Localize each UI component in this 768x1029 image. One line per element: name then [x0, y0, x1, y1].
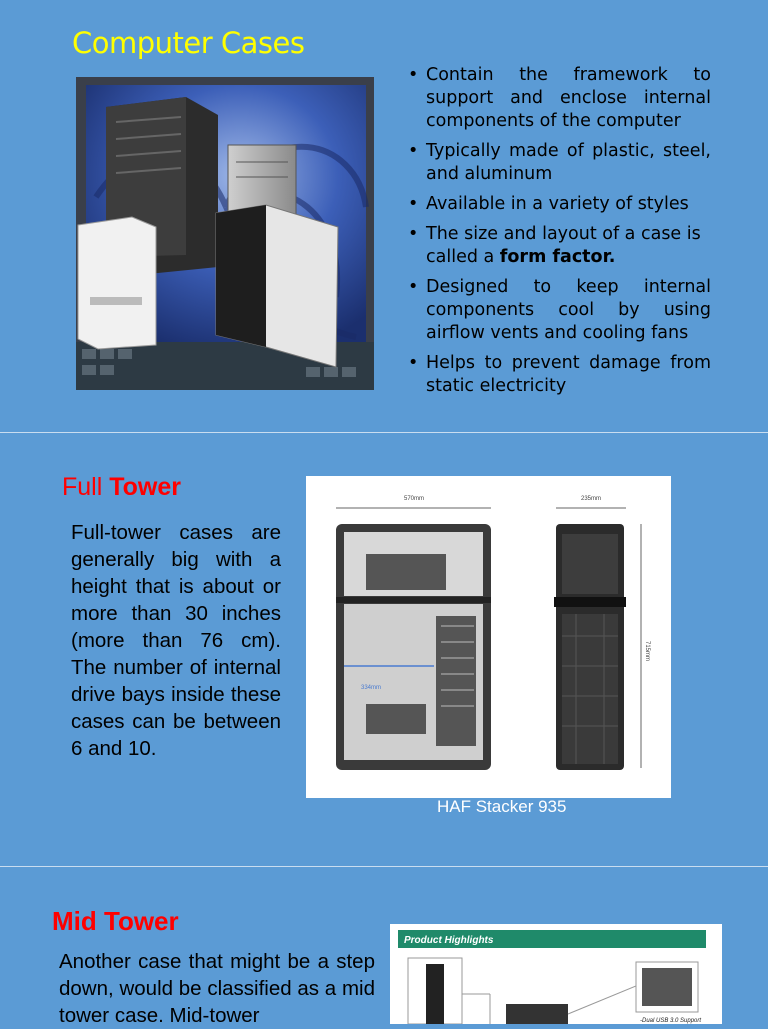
form-factor-term: form factor. [499, 247, 616, 267]
title-word-full: Full [62, 473, 110, 501]
haf-stacker-image [306, 476, 671, 798]
bullet-item [408, 352, 711, 398]
slide-title: Computer Cases [72, 26, 305, 60]
slide-computer-cases [0, 0, 768, 432]
computer-cases-image [76, 77, 374, 390]
full-tower-description: Full-tower cases are generally big with a height that is about or more than 30 inches (more than 76 cm). The number of internal drive bays inside these cases can be between 6 and 10. [71, 521, 281, 760]
bullet-item [408, 193, 711, 216]
title-word-tower: Tower [109, 473, 181, 501]
bullet-text: Helps to prevent damage from static electricity [426, 353, 711, 396]
product-highlights-image [390, 924, 722, 1024]
slide-title [62, 473, 181, 502]
mid-tower-description: Another case that might be a step down, would be classified as a mid tower case. Mid-tower [59, 950, 375, 1027]
depth-dimension-label: 235mm [580, 496, 602, 502]
bullet-item [408, 64, 711, 133]
bullet-item [408, 140, 711, 186]
bullet-text: Contain the framework to support and enclose internal components of the computer [426, 65, 711, 131]
product-highlights-header: Product Highlights [404, 935, 494, 946]
bullet-text: Typically made of plastic, steel, and aluminum [426, 141, 711, 184]
bullet-text: Designed to keep internal components cool by using airflow vents and cooling fans [426, 277, 711, 343]
height-dimension-label: 715mm [644, 641, 650, 662]
width-dimension-label: 570mm [403, 496, 425, 502]
usb-support-note: -Dual USB 3.0 Support [640, 1018, 702, 1024]
slide-title: Mid Tower [52, 906, 179, 936]
inner-dimension-label: 334mm [361, 685, 382, 691]
slide-divider [0, 866, 768, 867]
bullet-list [408, 64, 711, 405]
bullet-item [408, 276, 711, 345]
bullet-text: The size and layout of a case is called a [426, 224, 701, 267]
image-caption: HAF Stacker 935 [437, 797, 567, 816]
bullet-item [408, 223, 711, 269]
bullet-text: Available in a variety of styles [426, 194, 689, 214]
